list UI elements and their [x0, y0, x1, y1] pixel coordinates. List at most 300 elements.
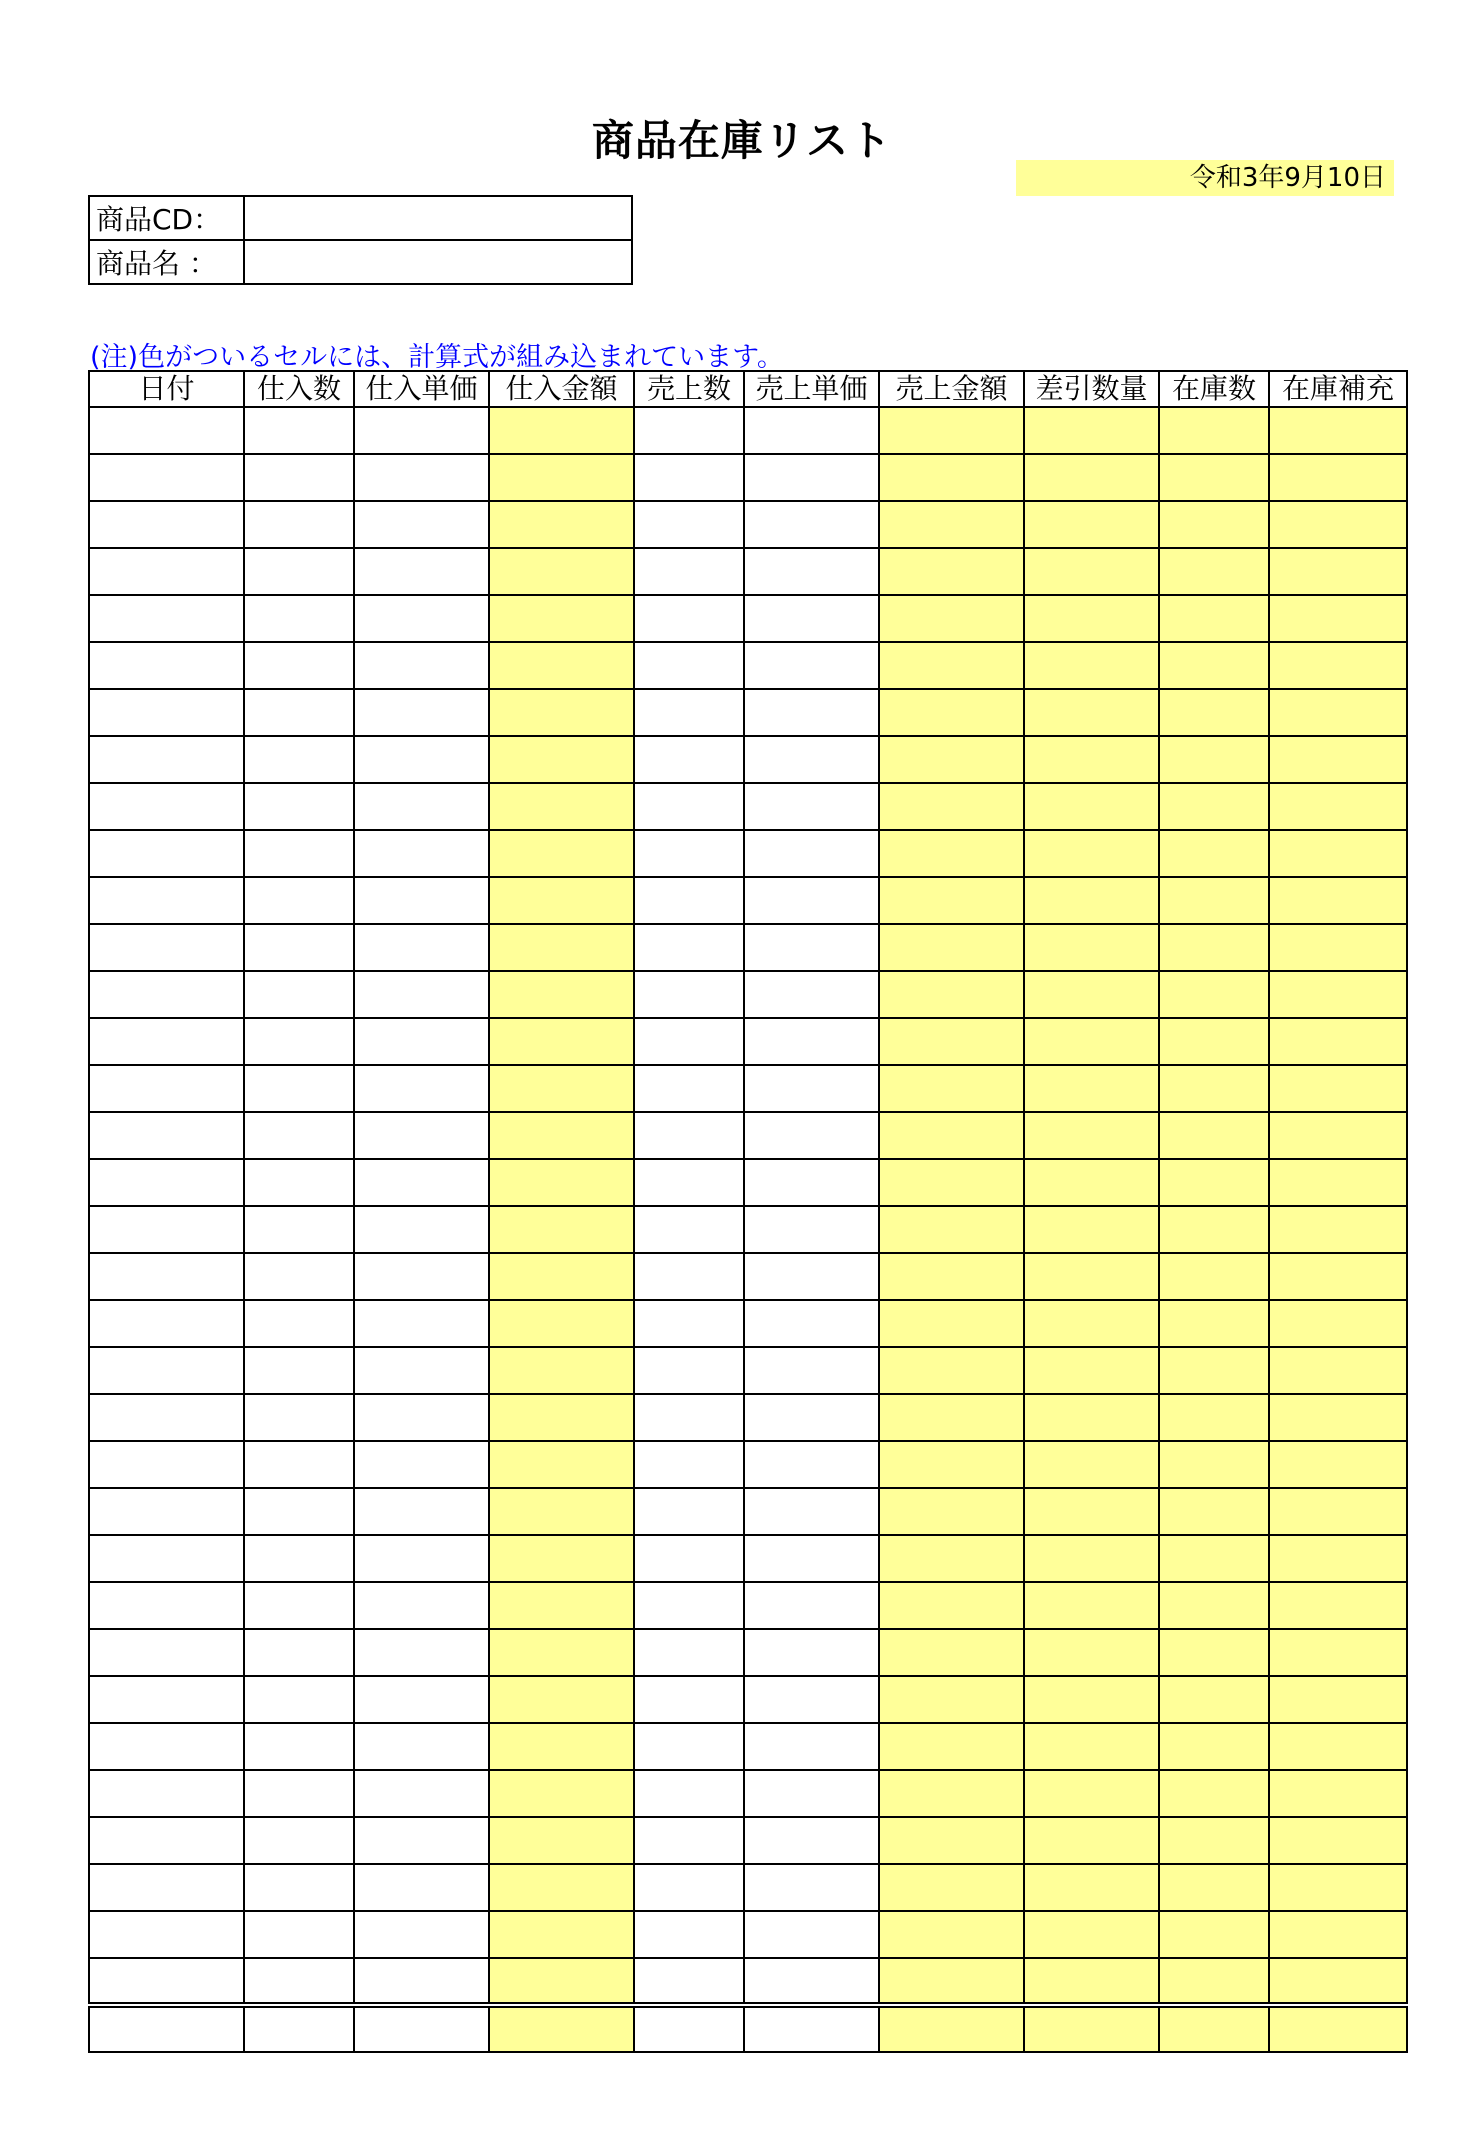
cell-purchase-amount[interactable]	[489, 971, 634, 1018]
cell-purchase-unit-price[interactable]	[354, 1629, 489, 1676]
cell-sales-amount[interactable]	[879, 1676, 1024, 1723]
cell-purchase-qty[interactable]	[244, 1488, 354, 1535]
cell-stock-qty[interactable]	[1159, 1441, 1269, 1488]
cell-restock[interactable]	[1269, 1018, 1407, 1065]
cell-sales-amount[interactable]	[879, 1159, 1024, 1206]
cell-sales-unit-price[interactable]	[744, 1629, 879, 1676]
cell-date[interactable]	[89, 501, 244, 548]
cell-restock[interactable]	[1269, 407, 1407, 454]
cell-sales-amount[interactable]	[879, 1582, 1024, 1629]
cell-stock-qty[interactable]	[1159, 1676, 1269, 1723]
cell-restock[interactable]	[1269, 736, 1407, 783]
cell-sales-amount[interactable]	[879, 1112, 1024, 1159]
cell-sales-qty[interactable]	[634, 1206, 744, 1253]
cell-restock[interactable]	[1269, 1770, 1407, 1817]
cell-restock[interactable]	[1269, 1535, 1407, 1582]
cell-purchase-qty[interactable]	[244, 1911, 354, 1958]
cell-purchase-amount[interactable]	[489, 736, 634, 783]
cell-stock-qty[interactable]	[1159, 1770, 1269, 1817]
cell-sales-amount[interactable]	[879, 971, 1024, 1018]
cell-sales-amount[interactable]	[879, 689, 1024, 736]
cell-purchase-unit-price[interactable]	[354, 924, 489, 971]
cell-purchase-unit-price[interactable]	[354, 1347, 489, 1394]
cell-sales-qty[interactable]	[634, 924, 744, 971]
cell-restock[interactable]	[1269, 1676, 1407, 1723]
cell-stock-qty[interactable]	[1159, 548, 1269, 595]
cell-purchase-qty[interactable]	[244, 1112, 354, 1159]
cell-purchase-amount[interactable]	[489, 1723, 634, 1770]
cell-sales-qty[interactable]	[634, 595, 744, 642]
cell-sales-unit-price[interactable]	[744, 407, 879, 454]
cell-purchase-qty[interactable]	[244, 548, 354, 595]
cell-restock[interactable]	[1269, 548, 1407, 595]
cell-sales-qty[interactable]	[634, 1441, 744, 1488]
cell-restock[interactable]	[1269, 1300, 1407, 1347]
cell-restock[interactable]	[1269, 1065, 1407, 1112]
cell-sales-amount[interactable]	[879, 1253, 1024, 1300]
cell-purchase-unit-price[interactable]	[354, 1864, 489, 1911]
cell-purchase-qty[interactable]	[244, 1441, 354, 1488]
cell-stock-qty[interactable]	[1159, 971, 1269, 1018]
cell-purchase-qty[interactable]	[244, 2005, 354, 2052]
cell-restock[interactable]	[1269, 642, 1407, 689]
cell-sales-qty[interactable]	[634, 1253, 744, 1300]
cell-sales-qty[interactable]	[634, 1535, 744, 1582]
cell-date[interactable]	[89, 1206, 244, 1253]
cell-diff-qty[interactable]	[1024, 736, 1159, 783]
cell-date[interactable]	[89, 971, 244, 1018]
cell-stock-qty[interactable]	[1159, 1817, 1269, 1864]
cell-stock-qty[interactable]	[1159, 783, 1269, 830]
cell-sales-unit-price[interactable]	[744, 1112, 879, 1159]
cell-stock-qty[interactable]	[1159, 877, 1269, 924]
cell-sales-amount[interactable]	[879, 1629, 1024, 1676]
cell-restock[interactable]	[1269, 501, 1407, 548]
cell-sales-amount[interactable]	[879, 1817, 1024, 1864]
cell-purchase-unit-price[interactable]	[354, 1112, 489, 1159]
cell-restock[interactable]	[1269, 1112, 1407, 1159]
product-code-input[interactable]	[244, 196, 632, 240]
cell-diff-qty[interactable]	[1024, 1911, 1159, 1958]
cell-sales-unit-price[interactable]	[744, 1770, 879, 1817]
cell-purchase-qty[interactable]	[244, 642, 354, 689]
cell-sales-amount[interactable]	[879, 1488, 1024, 1535]
cell-purchase-qty[interactable]	[244, 1206, 354, 1253]
cell-sales-unit-price[interactable]	[744, 971, 879, 1018]
cell-purchase-amount[interactable]	[489, 1018, 634, 1065]
cell-sales-unit-price[interactable]	[744, 1817, 879, 1864]
cell-stock-qty[interactable]	[1159, 1112, 1269, 1159]
cell-purchase-unit-price[interactable]	[354, 1300, 489, 1347]
cell-sales-qty[interactable]	[634, 1112, 744, 1159]
cell-purchase-qty[interactable]	[244, 971, 354, 1018]
cell-sales-qty[interactable]	[634, 1065, 744, 1112]
cell-purchase-unit-price[interactable]	[354, 1958, 489, 2005]
cell-date[interactable]	[89, 1159, 244, 1206]
cell-purchase-unit-price[interactable]	[354, 595, 489, 642]
cell-purchase-unit-price[interactable]	[354, 1535, 489, 1582]
cell-stock-qty[interactable]	[1159, 1065, 1269, 1112]
cell-restock[interactable]	[1269, 1582, 1407, 1629]
cell-stock-qty[interactable]	[1159, 1394, 1269, 1441]
cell-stock-qty[interactable]	[1159, 830, 1269, 877]
cell-diff-qty[interactable]	[1024, 830, 1159, 877]
cell-diff-qty[interactable]	[1024, 1347, 1159, 1394]
cell-date[interactable]	[89, 689, 244, 736]
cell-sales-amount[interactable]	[879, 1206, 1024, 1253]
cell-diff-qty[interactable]	[1024, 501, 1159, 548]
cell-sales-unit-price[interactable]	[744, 1253, 879, 1300]
cell-diff-qty[interactable]	[1024, 1864, 1159, 1911]
cell-purchase-qty[interactable]	[244, 877, 354, 924]
cell-sales-amount[interactable]	[879, 924, 1024, 971]
cell-purchase-qty[interactable]	[244, 1676, 354, 1723]
cell-sales-amount[interactable]	[879, 407, 1024, 454]
cell-sales-amount[interactable]	[879, 1911, 1024, 1958]
cell-sales-unit-price[interactable]	[744, 454, 879, 501]
cell-diff-qty[interactable]	[1024, 1770, 1159, 1817]
cell-sales-qty[interactable]	[634, 2005, 744, 2052]
cell-restock[interactable]	[1269, 1864, 1407, 1911]
cell-purchase-amount[interactable]	[489, 877, 634, 924]
cell-sales-unit-price[interactable]	[744, 1676, 879, 1723]
cell-sales-unit-price[interactable]	[744, 1347, 879, 1394]
cell-purchase-unit-price[interactable]	[354, 1770, 489, 1817]
cell-purchase-unit-price[interactable]	[354, 1488, 489, 1535]
cell-sales-qty[interactable]	[634, 830, 744, 877]
cell-stock-qty[interactable]	[1159, 1347, 1269, 1394]
cell-purchase-unit-price[interactable]	[354, 689, 489, 736]
cell-sales-amount[interactable]	[879, 454, 1024, 501]
cell-diff-qty[interactable]	[1024, 1112, 1159, 1159]
cell-purchase-unit-price[interactable]	[354, 501, 489, 548]
cell-purchase-unit-price[interactable]	[354, 783, 489, 830]
cell-sales-unit-price[interactable]	[744, 1864, 879, 1911]
cell-purchase-amount[interactable]	[489, 830, 634, 877]
cell-date[interactable]	[89, 1488, 244, 1535]
cell-stock-qty[interactable]	[1159, 1582, 1269, 1629]
cell-sales-unit-price[interactable]	[744, 1488, 879, 1535]
cell-sales-unit-price[interactable]	[744, 1958, 879, 2005]
cell-diff-qty[interactable]	[1024, 877, 1159, 924]
cell-sales-unit-price[interactable]	[744, 1065, 879, 1112]
cell-restock[interactable]	[1269, 1958, 1407, 2005]
cell-purchase-amount[interactable]	[489, 1206, 634, 1253]
cell-purchase-amount[interactable]	[489, 689, 634, 736]
cell-sales-qty[interactable]	[634, 454, 744, 501]
cell-diff-qty[interactable]	[1024, 1723, 1159, 1770]
cell-purchase-qty[interactable]	[244, 501, 354, 548]
cell-purchase-qty[interactable]	[244, 595, 354, 642]
cell-sales-unit-price[interactable]	[744, 595, 879, 642]
cell-stock-qty[interactable]	[1159, 924, 1269, 971]
cell-purchase-amount[interactable]	[489, 1864, 634, 1911]
cell-purchase-amount[interactable]	[489, 1065, 634, 1112]
cell-sales-amount[interactable]	[879, 1864, 1024, 1911]
cell-purchase-unit-price[interactable]	[354, 1206, 489, 1253]
cell-sales-unit-price[interactable]	[744, 1159, 879, 1206]
cell-restock[interactable]	[1269, 1911, 1407, 1958]
cell-date[interactable]	[89, 595, 244, 642]
cell-purchase-unit-price[interactable]	[354, 1253, 489, 1300]
cell-restock[interactable]	[1269, 689, 1407, 736]
cell-date[interactable]	[89, 1770, 244, 1817]
cell-stock-qty[interactable]	[1159, 1723, 1269, 1770]
cell-purchase-qty[interactable]	[244, 1065, 354, 1112]
cell-diff-qty[interactable]	[1024, 1300, 1159, 1347]
cell-restock[interactable]	[1269, 1723, 1407, 1770]
cell-stock-qty[interactable]	[1159, 1488, 1269, 1535]
cell-purchase-qty[interactable]	[244, 736, 354, 783]
cell-date[interactable]	[89, 1112, 244, 1159]
cell-sales-unit-price[interactable]	[744, 1394, 879, 1441]
cell-sales-qty[interactable]	[634, 1347, 744, 1394]
cell-purchase-amount[interactable]	[489, 1112, 634, 1159]
cell-sales-qty[interactable]	[634, 1018, 744, 1065]
cell-diff-qty[interactable]	[1024, 454, 1159, 501]
cell-purchase-qty[interactable]	[244, 1253, 354, 1300]
cell-purchase-amount[interactable]	[489, 642, 634, 689]
cell-purchase-qty[interactable]	[244, 1018, 354, 1065]
cell-restock[interactable]	[1269, 1817, 1407, 1864]
cell-stock-qty[interactable]	[1159, 454, 1269, 501]
cell-purchase-unit-price[interactable]	[354, 1911, 489, 1958]
cell-date[interactable]	[89, 1958, 244, 2005]
cell-restock[interactable]	[1269, 1347, 1407, 1394]
cell-sales-qty[interactable]	[634, 1300, 744, 1347]
cell-purchase-unit-price[interactable]	[354, 1582, 489, 1629]
cell-purchase-unit-price[interactable]	[354, 1065, 489, 1112]
cell-purchase-unit-price[interactable]	[354, 2005, 489, 2052]
cell-date[interactable]	[89, 1065, 244, 1112]
cell-purchase-unit-price[interactable]	[354, 971, 489, 1018]
cell-sales-amount[interactable]	[879, 1441, 1024, 1488]
cell-purchase-unit-price[interactable]	[354, 830, 489, 877]
cell-purchase-amount[interactable]	[489, 454, 634, 501]
cell-sales-qty[interactable]	[634, 407, 744, 454]
cell-restock[interactable]	[1269, 877, 1407, 924]
cell-restock[interactable]	[1269, 2005, 1407, 2052]
cell-date[interactable]	[89, 454, 244, 501]
cell-purchase-unit-price[interactable]	[354, 1394, 489, 1441]
cell-date[interactable]	[89, 642, 244, 689]
cell-purchase-qty[interactable]	[244, 1159, 354, 1206]
cell-diff-qty[interactable]	[1024, 1817, 1159, 1864]
cell-purchase-unit-price[interactable]	[354, 642, 489, 689]
cell-purchase-amount[interactable]	[489, 1394, 634, 1441]
cell-sales-qty[interactable]	[634, 1394, 744, 1441]
cell-diff-qty[interactable]	[1024, 1253, 1159, 1300]
cell-stock-qty[interactable]	[1159, 1206, 1269, 1253]
cell-diff-qty[interactable]	[1024, 1065, 1159, 1112]
cell-diff-qty[interactable]	[1024, 971, 1159, 1018]
cell-sales-amount[interactable]	[879, 1394, 1024, 1441]
cell-sales-unit-price[interactable]	[744, 1441, 879, 1488]
cell-sales-amount[interactable]	[879, 1535, 1024, 1582]
cell-restock[interactable]	[1269, 1441, 1407, 1488]
cell-stock-qty[interactable]	[1159, 642, 1269, 689]
cell-date[interactable]	[89, 1300, 244, 1347]
cell-date[interactable]	[89, 1723, 244, 1770]
cell-restock[interactable]	[1269, 1159, 1407, 1206]
cell-restock[interactable]	[1269, 1253, 1407, 1300]
cell-diff-qty[interactable]	[1024, 1488, 1159, 1535]
cell-sales-qty[interactable]	[634, 642, 744, 689]
cell-restock[interactable]	[1269, 971, 1407, 1018]
cell-sales-qty[interactable]	[634, 1864, 744, 1911]
cell-sales-unit-price[interactable]	[744, 1535, 879, 1582]
cell-restock[interactable]	[1269, 830, 1407, 877]
cell-sales-unit-price[interactable]	[744, 1582, 879, 1629]
cell-diff-qty[interactable]	[1024, 595, 1159, 642]
cell-purchase-qty[interactable]	[244, 924, 354, 971]
cell-diff-qty[interactable]	[1024, 1676, 1159, 1723]
cell-purchase-qty[interactable]	[244, 1629, 354, 1676]
cell-purchase-amount[interactable]	[489, 1676, 634, 1723]
cell-sales-qty[interactable]	[634, 548, 744, 595]
cell-diff-qty[interactable]	[1024, 1535, 1159, 1582]
cell-stock-qty[interactable]	[1159, 595, 1269, 642]
cell-diff-qty[interactable]	[1024, 1582, 1159, 1629]
cell-restock[interactable]	[1269, 924, 1407, 971]
cell-sales-unit-price[interactable]	[744, 736, 879, 783]
cell-date[interactable]	[89, 1817, 244, 1864]
cell-stock-qty[interactable]	[1159, 1629, 1269, 1676]
cell-date[interactable]	[89, 548, 244, 595]
cell-date[interactable]	[89, 1676, 244, 1723]
cell-purchase-qty[interactable]	[244, 1958, 354, 2005]
cell-purchase-unit-price[interactable]	[354, 877, 489, 924]
cell-diff-qty[interactable]	[1024, 548, 1159, 595]
cell-diff-qty[interactable]	[1024, 642, 1159, 689]
cell-purchase-amount[interactable]	[489, 1347, 634, 1394]
cell-purchase-qty[interactable]	[244, 454, 354, 501]
cell-stock-qty[interactable]	[1159, 1253, 1269, 1300]
cell-sales-qty[interactable]	[634, 501, 744, 548]
cell-date[interactable]	[89, 1394, 244, 1441]
cell-stock-qty[interactable]	[1159, 1159, 1269, 1206]
cell-purchase-unit-price[interactable]	[354, 1723, 489, 1770]
cell-sales-amount[interactable]	[879, 830, 1024, 877]
cell-purchase-amount[interactable]	[489, 1488, 634, 1535]
cell-sales-amount[interactable]	[879, 642, 1024, 689]
cell-sales-unit-price[interactable]	[744, 783, 879, 830]
cell-stock-qty[interactable]	[1159, 1535, 1269, 1582]
cell-stock-qty[interactable]	[1159, 2005, 1269, 2052]
cell-purchase-qty[interactable]	[244, 1300, 354, 1347]
cell-sales-unit-price[interactable]	[744, 642, 879, 689]
cell-sales-unit-price[interactable]	[744, 1723, 879, 1770]
cell-purchase-amount[interactable]	[489, 1582, 634, 1629]
cell-date[interactable]	[89, 736, 244, 783]
cell-sales-qty[interactable]	[634, 1159, 744, 1206]
cell-sales-qty[interactable]	[634, 1958, 744, 2005]
cell-diff-qty[interactable]	[1024, 783, 1159, 830]
cell-sales-qty[interactable]	[634, 1582, 744, 1629]
cell-purchase-amount[interactable]	[489, 407, 634, 454]
cell-sales-amount[interactable]	[879, 501, 1024, 548]
cell-purchase-amount[interactable]	[489, 1817, 634, 1864]
cell-purchase-amount[interactable]	[489, 1770, 634, 1817]
cell-purchase-qty[interactable]	[244, 1394, 354, 1441]
cell-purchase-amount[interactable]	[489, 548, 634, 595]
cell-purchase-unit-price[interactable]	[354, 1441, 489, 1488]
cell-sales-qty[interactable]	[634, 783, 744, 830]
cell-stock-qty[interactable]	[1159, 1300, 1269, 1347]
cell-diff-qty[interactable]	[1024, 1629, 1159, 1676]
cell-date[interactable]	[89, 1629, 244, 1676]
cell-date[interactable]	[89, 924, 244, 971]
cell-purchase-qty[interactable]	[244, 1864, 354, 1911]
cell-purchase-amount[interactable]	[489, 1300, 634, 1347]
cell-purchase-unit-price[interactable]	[354, 454, 489, 501]
cell-purchase-amount[interactable]	[489, 924, 634, 971]
cell-purchase-amount[interactable]	[489, 1159, 634, 1206]
cell-purchase-qty[interactable]	[244, 830, 354, 877]
cell-purchase-unit-price[interactable]	[354, 1018, 489, 1065]
date-cell[interactable]: 令和3年9月10日	[1016, 160, 1394, 196]
cell-purchase-amount[interactable]	[489, 783, 634, 830]
cell-purchase-amount[interactable]	[489, 501, 634, 548]
cell-sales-qty[interactable]	[634, 877, 744, 924]
cell-sales-unit-price[interactable]	[744, 877, 879, 924]
cell-sales-amount[interactable]	[879, 1770, 1024, 1817]
cell-restock[interactable]	[1269, 783, 1407, 830]
cell-purchase-qty[interactable]	[244, 407, 354, 454]
cell-sales-qty[interactable]	[634, 1911, 744, 1958]
product-name-input[interactable]	[244, 240, 632, 284]
cell-sales-amount[interactable]	[879, 783, 1024, 830]
cell-restock[interactable]	[1269, 1394, 1407, 1441]
cell-date[interactable]	[89, 830, 244, 877]
cell-purchase-amount[interactable]	[489, 1253, 634, 1300]
cell-date[interactable]	[89, 1018, 244, 1065]
cell-sales-unit-price[interactable]	[744, 830, 879, 877]
cell-sales-amount[interactable]	[879, 1723, 1024, 1770]
cell-diff-qty[interactable]	[1024, 1441, 1159, 1488]
cell-purchase-amount[interactable]	[489, 1535, 634, 1582]
cell-purchase-amount[interactable]	[489, 1441, 634, 1488]
cell-stock-qty[interactable]	[1159, 501, 1269, 548]
cell-sales-unit-price[interactable]	[744, 1018, 879, 1065]
cell-purchase-unit-price[interactable]	[354, 736, 489, 783]
cell-purchase-qty[interactable]	[244, 1347, 354, 1394]
cell-date[interactable]	[89, 1253, 244, 1300]
cell-date[interactable]	[89, 1911, 244, 1958]
cell-sales-amount[interactable]	[879, 877, 1024, 924]
cell-diff-qty[interactable]	[1024, 1018, 1159, 1065]
cell-diff-qty[interactable]	[1024, 1159, 1159, 1206]
cell-stock-qty[interactable]	[1159, 1958, 1269, 2005]
cell-purchase-amount[interactable]	[489, 2005, 634, 2052]
cell-sales-qty[interactable]	[634, 1817, 744, 1864]
cell-date[interactable]	[89, 1535, 244, 1582]
cell-purchase-qty[interactable]	[244, 1723, 354, 1770]
cell-restock[interactable]	[1269, 1206, 1407, 1253]
cell-purchase-qty[interactable]	[244, 1770, 354, 1817]
cell-sales-amount[interactable]	[879, 595, 1024, 642]
cell-diff-qty[interactable]	[1024, 689, 1159, 736]
cell-restock[interactable]	[1269, 1488, 1407, 1535]
cell-stock-qty[interactable]	[1159, 407, 1269, 454]
cell-purchase-unit-price[interactable]	[354, 407, 489, 454]
cell-date[interactable]	[89, 2005, 244, 2052]
cell-sales-qty[interactable]	[634, 1723, 744, 1770]
cell-stock-qty[interactable]	[1159, 1911, 1269, 1958]
cell-purchase-amount[interactable]	[489, 1911, 634, 1958]
cell-purchase-unit-price[interactable]	[354, 1676, 489, 1723]
cell-sales-qty[interactable]	[634, 1629, 744, 1676]
